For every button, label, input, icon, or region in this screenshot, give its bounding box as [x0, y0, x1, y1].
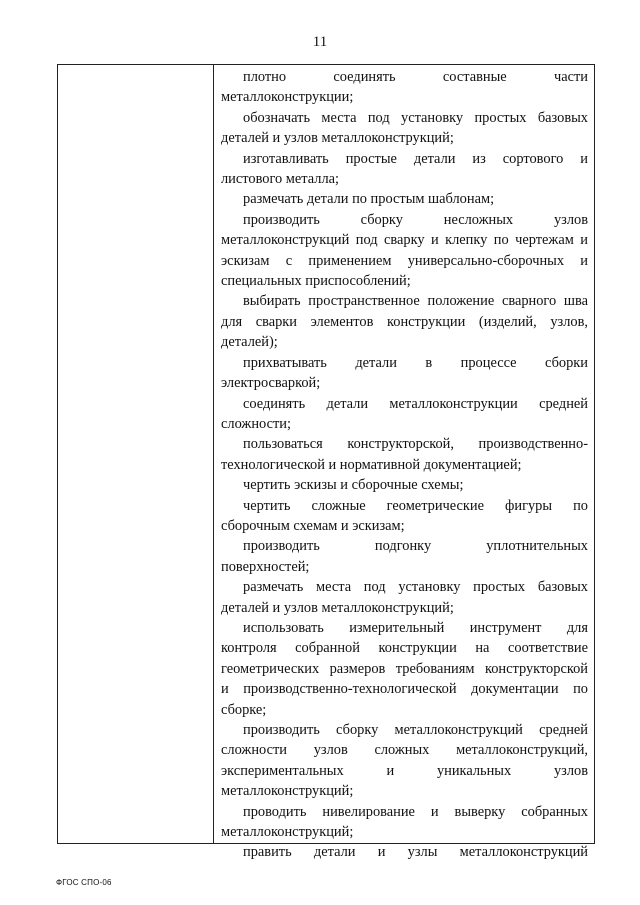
text-line: деталей и узлов металлоконструкций;	[221, 599, 454, 616]
skill-paragraph	[221, 291, 588, 352]
text-line: править детали и узлы металлоконструкций	[243, 844, 588, 861]
text-line: технологической и нормативной документацией;	[221, 456, 522, 473]
text-line: металлоконструкций;	[221, 824, 354, 841]
page-number: 11	[312, 34, 328, 50]
skill-paragraph	[221, 618, 588, 720]
text-line: выбирать пространственное положение сварного шва	[243, 293, 588, 310]
text-line: изготавливать простые детали из сортового и	[243, 150, 588, 167]
text-line: производить сборку несложных узлов	[243, 211, 588, 228]
text-line: металлоконструкций;	[221, 783, 354, 800]
text-line: поверхностей;	[221, 558, 310, 575]
skill-paragraph	[221, 67, 588, 108]
requirements-table	[57, 64, 595, 861]
text-line: использовать измерительный инструмент для	[243, 619, 588, 636]
skill-paragraph	[221, 394, 588, 435]
text-line: специальных приспособлений;	[221, 273, 411, 290]
skill-paragraph	[221, 149, 588, 190]
text-line: сложности;	[221, 415, 291, 432]
skill-paragraph	[221, 434, 588, 475]
text-line: плотно соединять составные части	[243, 69, 588, 85]
skill-paragraph	[221, 720, 588, 802]
text-line: деталей);	[221, 334, 278, 351]
text-line: производить подгонку уплотнительных	[243, 538, 588, 555]
text-line: и производственно-технологической документации по	[221, 681, 588, 698]
text-line: размечать места под установку простых базовых	[243, 579, 588, 596]
footer-code: ФГОС СПО-06	[56, 878, 112, 887]
text-line: прихватывать детали в процессе сборки	[243, 354, 588, 371]
skill-paragraph	[221, 475, 588, 495]
text-line: обозначать места под установку простых базовых	[243, 109, 588, 126]
text-line: электросваркой;	[221, 375, 321, 392]
text-line: металлоконструкции;	[221, 89, 354, 106]
text-line: соединять детали металлоконструкции средней	[243, 395, 588, 412]
text-line: эскизам с применением универсально-сборочных и	[221, 252, 588, 269]
text-line: для сварки элементов конструкции (изделий, узлов,	[221, 313, 588, 330]
text-line: производить сборку металлоконструкций средней	[243, 722, 588, 738]
text-line: сборочным схемам и эскизам;	[221, 517, 405, 534]
skill-paragraph	[221, 210, 588, 292]
table-right-column	[214, 65, 594, 861]
skill-paragraph	[221, 577, 588, 618]
text-line: геометрических размеров требованиям конструкторской	[221, 660, 588, 677]
text-line: проводить нивелирование и выверку собранных	[243, 803, 588, 820]
skill-paragraph	[221, 496, 588, 537]
text-line: листового металла;	[221, 171, 340, 188]
text-line: металлоконструкций под сварку и клепку по чертежам и	[221, 232, 588, 249]
text-line: сложности узлов сложных металлоконструкций,	[221, 742, 588, 759]
text-line: чертить эскизы и сборочные схемы;	[243, 477, 464, 494]
skill-paragraph	[221, 842, 588, 862]
text-line: пользоваться конструкторской, производственно-	[243, 436, 588, 453]
table-left-column	[58, 65, 214, 843]
text-line: деталей и узлов металлоконструкций;	[221, 130, 454, 147]
text-line: размечать детали по простым шаблонам;	[243, 191, 495, 208]
text-line: чертить сложные геометрические фигуры по	[243, 497, 588, 514]
skill-paragraph	[221, 108, 588, 149]
skill-paragraph	[221, 189, 588, 209]
skill-paragraph	[221, 536, 588, 577]
skill-paragraph	[221, 802, 588, 843]
skill-paragraph	[221, 353, 588, 394]
text-line: сборке;	[221, 701, 267, 718]
text-line: экспериментальных и уникальных узлов	[221, 762, 588, 779]
text-line: контроля собранной конструкции на соответствие	[221, 640, 588, 657]
